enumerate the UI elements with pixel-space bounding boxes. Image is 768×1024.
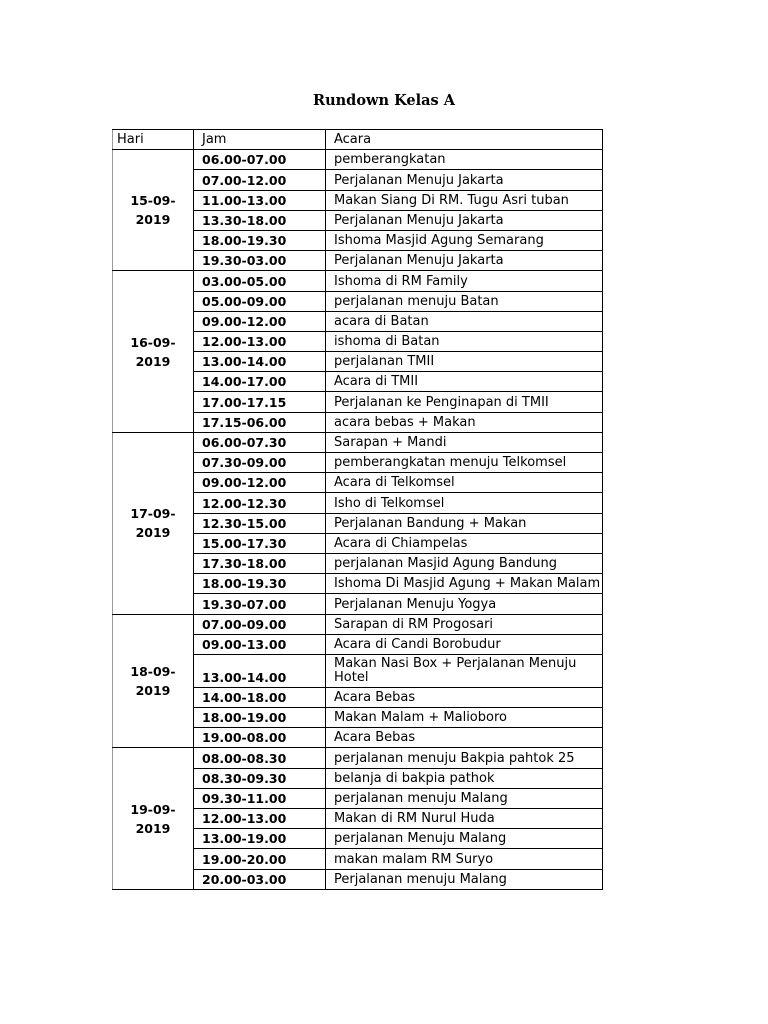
day-cell — [113, 432, 194, 614]
activity-cell: Sarapan di RM Progosari — [326, 614, 603, 634]
activity-cell: Acara Bebas — [326, 687, 603, 707]
activity-cell: perjalanan Masjid Agung Bandung — [326, 553, 603, 573]
day-date-line1: 15-09- — [130, 193, 176, 209]
time-cell: 13.00-19.00 — [194, 829, 326, 849]
time-cell: 12.00-13.00 — [194, 809, 326, 829]
activity-cell: Sarapan + Mandi — [326, 432, 603, 452]
time-cell: 19.30-03.00 — [194, 251, 326, 271]
time-cell: 13.00-14.00 — [194, 654, 326, 687]
time-cell: 07.30-09.00 — [194, 453, 326, 473]
day-date-line2: 2019 — [135, 820, 171, 836]
table-row — [113, 271, 603, 291]
day-cell — [113, 748, 194, 889]
activity-cell: Acara Bebas — [326, 728, 603, 748]
day-date-line1: 17-09- — [130, 506, 176, 522]
time-cell: 08.30-09.30 — [194, 768, 326, 788]
time-cell: 14.00-18.00 — [194, 687, 326, 707]
time-cell: 13.30-18.00 — [194, 210, 326, 230]
time-cell: 15.00-17.30 — [194, 533, 326, 553]
time-cell: 09.00-12.00 — [194, 473, 326, 493]
activity-cell: belanja di bakpia pathok — [326, 768, 603, 788]
activity-cell: Acara di Chiampelas — [326, 533, 603, 553]
time-cell: 05.00-09.00 — [194, 291, 326, 311]
time-cell: 12.00-12.30 — [194, 493, 326, 513]
activity-cell: perjalanan menuju Bakpia pahtok 25 — [326, 748, 603, 768]
time-cell: 12.00-13.00 — [194, 331, 326, 351]
time-cell: 17.00-17.15 — [194, 392, 326, 412]
time-cell: 18.00-19.30 — [194, 230, 326, 250]
activity-cell: pemberangkatan — [326, 150, 603, 170]
activity-cell: Perjalanan ke Penginapan di TMII — [326, 392, 603, 412]
activity-cell: Perjalanan Menuju Jakarta — [326, 210, 603, 230]
activity-cell: Perjalanan menuju Malang — [326, 869, 603, 889]
header-jam: Jam — [194, 130, 326, 150]
time-cell: 12.30-15.00 — [194, 513, 326, 533]
time-cell: 06.00-07.30 — [194, 432, 326, 452]
activity-cell: makan malam RM Suryo — [326, 849, 603, 869]
time-cell: 06.00-07.00 — [194, 150, 326, 170]
activity-cell: Makan Nasi Box + Perjalanan Menuju Hotel — [326, 654, 603, 687]
activity-cell: ishoma di Batan — [326, 331, 603, 351]
time-cell: 17.30-18.00 — [194, 553, 326, 573]
day-date-line2: 2019 — [135, 212, 171, 228]
day-date-line1: 19-09- — [130, 801, 176, 817]
time-cell: 11.00-13.00 — [194, 190, 326, 210]
activity-cell: Ishoma di RM Family — [326, 271, 603, 291]
time-cell: 09.00-12.00 — [194, 311, 326, 331]
day-date-line2: 2019 — [135, 353, 171, 369]
time-cell: 09.30-11.00 — [194, 788, 326, 808]
time-cell: 09.00-13.00 — [194, 634, 326, 654]
activity-cell: perjalanan menuju Malang — [326, 788, 603, 808]
day-date-line2: 2019 — [135, 525, 171, 541]
activity-cell: Perjalanan Menuju Jakarta — [326, 251, 603, 271]
activity-cell: perjalanan menuju Batan — [326, 291, 603, 311]
activity-cell: Makan Malam + Malioboro — [326, 708, 603, 728]
header-row — [113, 130, 603, 150]
time-cell: 20.00-03.00 — [194, 869, 326, 889]
document-title: Rundown Kelas A — [313, 92, 455, 109]
time-cell: 13.00-14.00 — [194, 352, 326, 372]
table-row — [113, 614, 603, 634]
activity-cell: Ishoma Masjid Agung Semarang — [326, 230, 603, 250]
day-cell — [113, 271, 194, 433]
activity-cell: Perjalanan Menuju Jakarta — [326, 170, 603, 190]
time-cell: 08.00-08.30 — [194, 748, 326, 768]
activity-cell: perjalanan Menuju Malang — [326, 829, 603, 849]
day-date-line1: 16-09- — [130, 334, 176, 350]
activity-cell: acara di Batan — [326, 311, 603, 331]
time-cell: 19.30-07.00 — [194, 594, 326, 614]
day-cell — [113, 150, 194, 271]
time-cell: 19.00-20.00 — [194, 849, 326, 869]
activity-cell: Ishoma Di Masjid Agung + Makan Malam — [326, 574, 603, 594]
activity-cell: Acara di Telkomsel — [326, 473, 603, 493]
activity-cell: Makan Siang Di RM. Tugu Asri tuban — [326, 190, 603, 210]
schedule-body — [113, 150, 603, 890]
day-date-line1: 18-09- — [130, 663, 176, 679]
day-cell — [113, 614, 194, 748]
schedule-table — [112, 129, 603, 890]
time-cell: 07.00-12.00 — [194, 170, 326, 190]
header-acara: Acara — [326, 130, 603, 150]
activity-cell: Acara di TMII — [326, 372, 603, 392]
activity-cell: Perjalanan Bandung + Makan — [326, 513, 603, 533]
time-cell: 18.00-19.00 — [194, 708, 326, 728]
activity-cell: pemberangkatan menuju Telkomsel — [326, 453, 603, 473]
activity-cell: acara bebas + Makan — [326, 412, 603, 432]
time-cell: 14.00-17.00 — [194, 372, 326, 392]
time-cell: 03.00-05.00 — [194, 271, 326, 291]
time-cell: 07.00-09.00 — [194, 614, 326, 634]
table-row — [113, 432, 603, 452]
time-cell: 18.00-19.30 — [194, 574, 326, 594]
activity-cell: Makan di RM Nurul Huda — [326, 809, 603, 829]
day-date-line2: 2019 — [135, 682, 171, 698]
table-row — [113, 150, 603, 170]
activity-cell: Perjalanan Menuju Yogya — [326, 594, 603, 614]
header-hari: Hari — [113, 130, 194, 150]
time-cell: 19.00-08.00 — [194, 728, 326, 748]
activity-cell: perjalanan TMII — [326, 352, 603, 372]
time-cell: 17.15-06.00 — [194, 412, 326, 432]
activity-cell: Isho di Telkomsel — [326, 493, 603, 513]
table-row — [113, 748, 603, 768]
activity-cell: Acara di Candi Borobudur — [326, 634, 603, 654]
